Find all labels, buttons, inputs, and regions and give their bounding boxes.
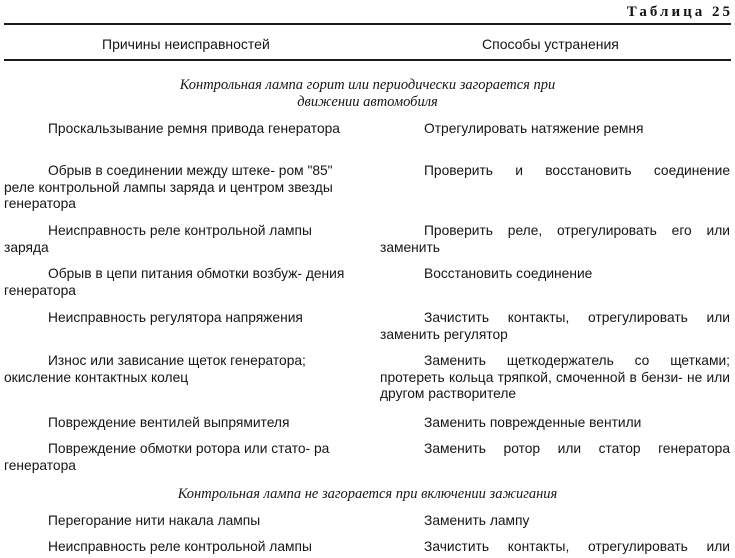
remedy-cell: Заменить ротор или статор генератора: [424, 441, 730, 456]
remedy-cell: Заменить поврежденные вентили: [424, 415, 642, 430]
remedy-cell: Зачистить контакты, отрегулировать или: [424, 539, 730, 554]
top-rule: [4, 23, 731, 25]
cause-cell: Повреждение обмотки ротора или стато- ра генератора: [4, 441, 330, 473]
cause-cell: Перегорание нити накала лампы: [48, 513, 261, 528]
cause-cell: Износ или зависание щеток генератора; окисление контактных колец: [4, 353, 306, 385]
section-title-line: движении автомобиля: [297, 94, 438, 110]
remedy-cell: Восстановить соединение: [424, 266, 593, 281]
column-header-remedies: Способы устранения: [482, 36, 619, 52]
remedy-cell: Зачистить контакты, отрегулировать или заменить регулятор: [380, 310, 730, 342]
header-rule: [4, 59, 731, 61]
cause-cell: Проскальзывание ремня привода генератора: [48, 121, 340, 136]
table-label: Таблица 25: [626, 4, 733, 20]
remedy-cell: Заменить щеткодержатель со щетками; протереть кольца тряпкой, смоченной в бензи- не или другом растворителе: [380, 353, 730, 401]
remedy-cell: Проверить и восстановить соединение: [424, 163, 730, 178]
section-title-line: Контрольная лампа горит или периодически загорается при: [179, 77, 556, 93]
section-title: [0, 486, 735, 503]
cause-cell: Повреждение вентилей выпрямителя: [48, 415, 290, 430]
cause-cell: Обрыв в соединении между штеке- ром "85" реле контрольной лампы заряда и центром звезды генератора: [4, 163, 333, 211]
section-title: [0, 77, 735, 111]
section-title-line: Контрольная лампа не загорается при включении зажигания: [177, 486, 558, 502]
cause-cell: Неисправность реле контрольной лампы заряда: [4, 223, 312, 255]
remedy-cell: Проверить реле, отрегулировать его или заменить: [380, 223, 730, 255]
cause-cell: Неисправность регулятора напряжения: [48, 310, 303, 325]
cause-cell: Обрыв в цепи питания обмотки возбуж- дения генератора: [4, 266, 345, 298]
remedy-cell: Заменить лампу: [424, 513, 530, 528]
cause-cell: Неисправность реле контрольной лампы: [48, 539, 312, 554]
remedy-cell: Отрегулировать натяжение ремня: [424, 121, 644, 136]
column-header-causes: Причины неисправностей: [102, 36, 270, 52]
